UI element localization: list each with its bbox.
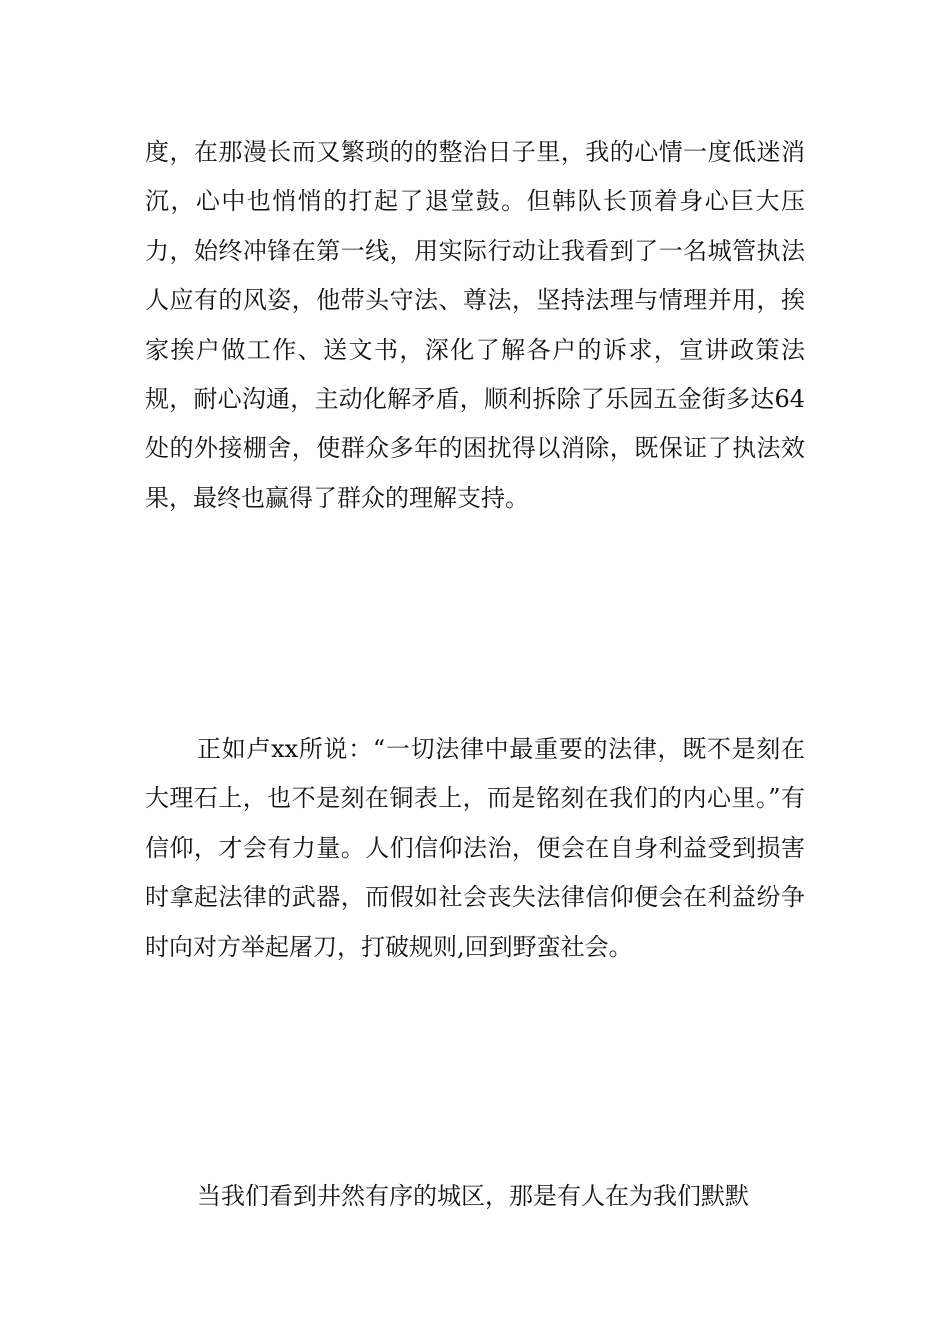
paragraph-3: 当我们看到井然有序的城区，那是有人在为我们默默 bbox=[197, 1182, 749, 1210]
paragraph-1: 度，在那漫长而又繁琐的的整治日子里，我的心情一度低迷消沉，心中也悄悄的打起了退堂鼓。但韩队长顶着身心巨大压力，始终冲锋在第一线，用实际行动让我看到了一名城管执法人应有的风姿，他带头守法、尊法，坚持法理与情理并用，挨家挨户做工作、送文书，深化了解各户的诉求，宣讲政策法规，耐心沟通，主动化解矛盾，顺利拆除了乐园五金街多达64处的外接棚舍，使群众多年的困扰得以消除，既保证了执法效果，最终也赢得了群众的理解支持。 bbox=[145, 138, 805, 512]
paragraph-2: 正如卢xx所说：“一切法律中最重要的法律，既不是刻在大理石上，也不是刻在铜表上，而是铭刻在我们的内心里。”有信仰，才会有力量。人们信仰法治，便会在自身利益受到损害时拿起法律的武器，而假如社会丧失法律信仰便会在利益纷争时向对方举起屠刀，打破规则,回到野蛮社会。 bbox=[145, 735, 805, 961]
